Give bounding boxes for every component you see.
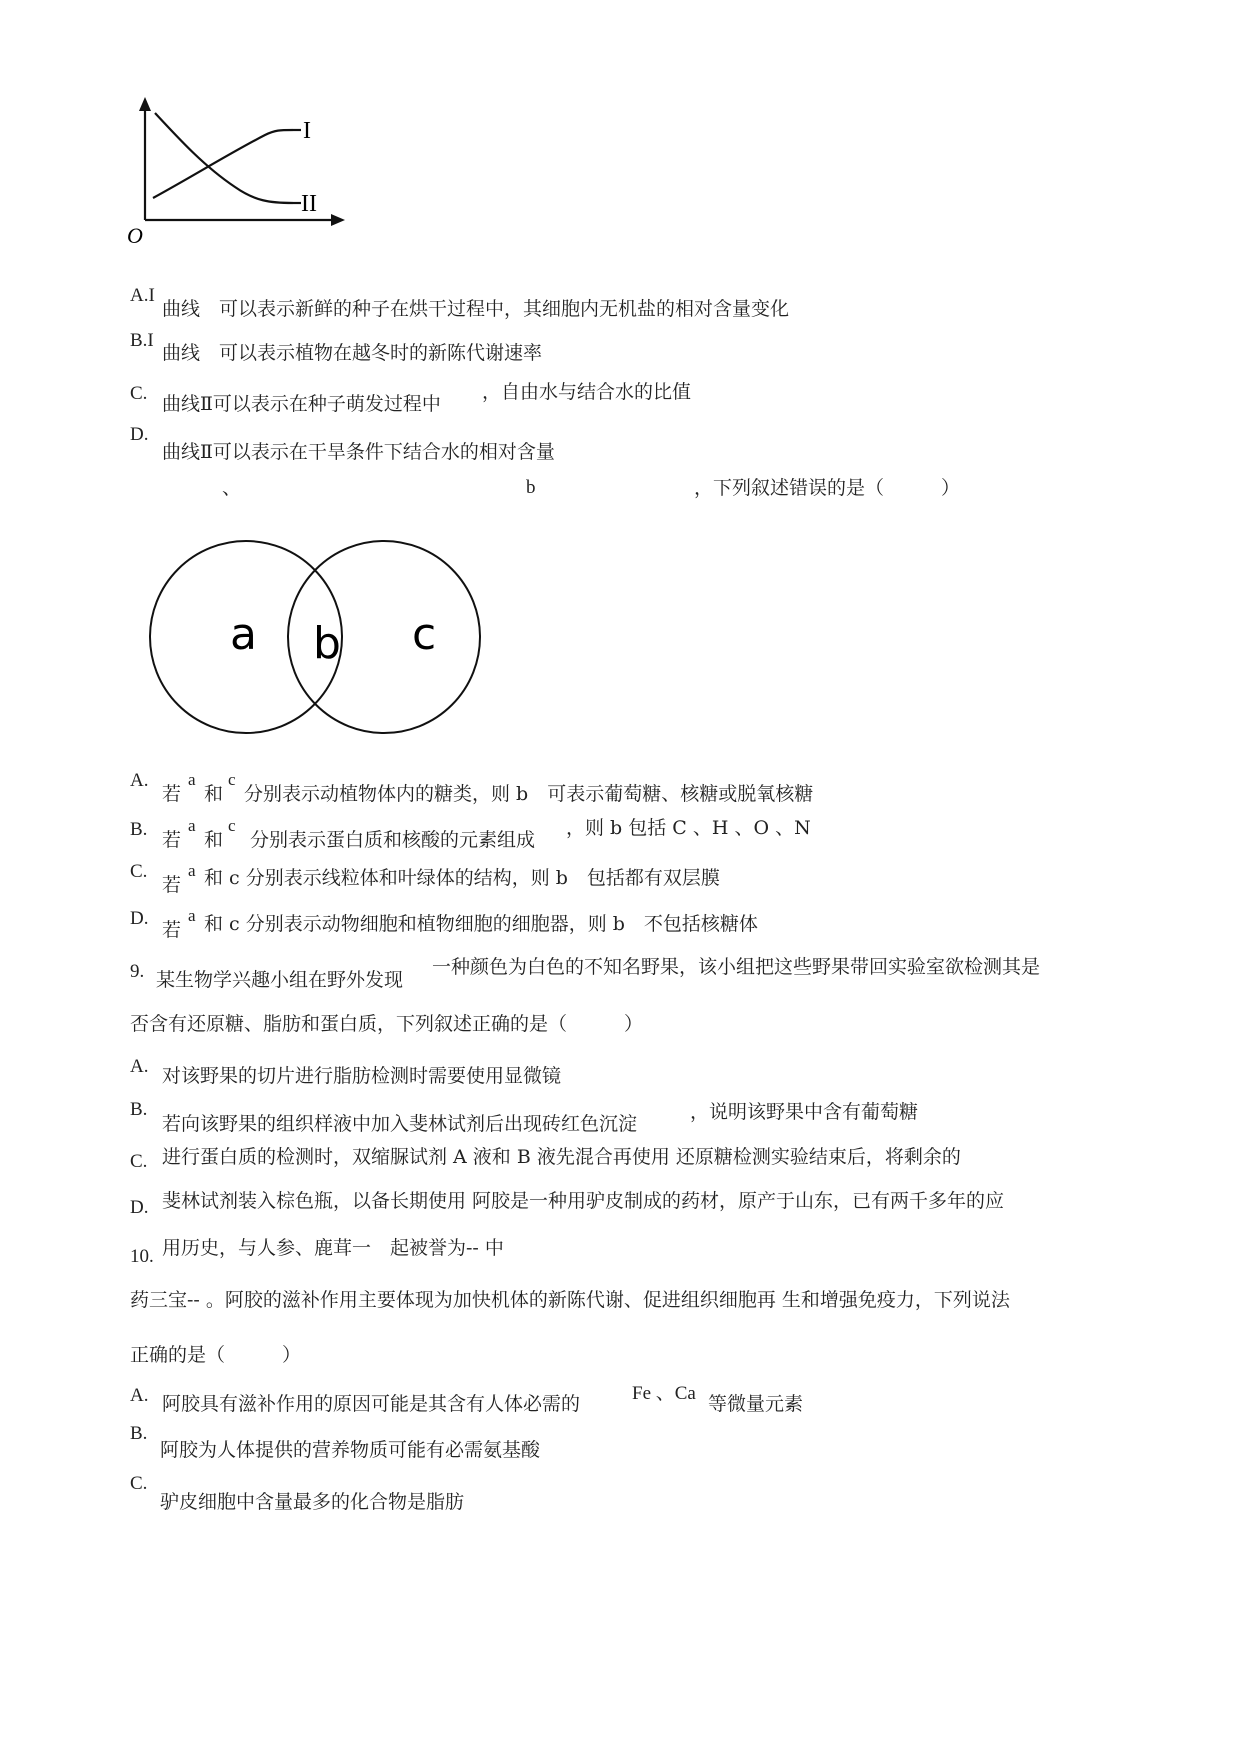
q9-d-text: 斐林试剂装入棕色瓶，以备长期使用 阿胶是一种用驴皮制成的药材，原产于山东，已有两千多年的应: [162, 1190, 1005, 1212]
q7-d-text: 曲线Ⅱ可以表示在干旱条件下结合水的相对含量: [162, 441, 555, 463]
q10-stem-3: 正确的是（ ）: [130, 1344, 302, 1366]
q10-c-prefix: C.: [130, 1473, 148, 1494]
venn-label-b: b: [313, 618, 341, 669]
q7-b-text: 曲线 可以表示植物在越冬时的新陈代谢速率: [162, 342, 543, 364]
q10-stem-1: 用历史，与人参、鹿茸一 起被誉为-- 中: [162, 1237, 504, 1259]
q8-a-sup-c: c: [228, 770, 236, 789]
q9-stem-2: 一种颜色为白色的不知名野果，该小组把这些野果带回实验室欲检测其是: [432, 956, 1041, 978]
q8-d-prefix: D.: [130, 908, 149, 929]
q7-a-prefix: A.I: [130, 285, 155, 306]
q10-stem-2: 药三宝-- 。阿胶的滋补作用主要体现为加快机体的新陈代谢、促进组织细胞再 生和增强免疫力，下列说法: [130, 1289, 1010, 1311]
q7-a-text: 曲线 可以表示新鲜的种子在烘干过程中，其细胞内无机盐的相对含量变化: [162, 298, 790, 320]
q10-a-text: 阿胶具有滋补作用的原因可能是其含有人体必需的: [162, 1393, 581, 1415]
q8-a-1: 若: [162, 783, 182, 805]
q9-a-text: 对该野果的切片进行脂肪检测时需要使用显微镜: [162, 1065, 562, 1087]
q9-b-tail: ，说明该野果中含有葡萄糖: [690, 1101, 919, 1123]
curve-figure: [125, 95, 365, 265]
q8-stem-b: b: [526, 477, 536, 498]
q8-stem-mark: 、: [222, 477, 242, 499]
q10-b-text: 阿胶为人体提供的营养物质可能有必需氨基酸: [160, 1439, 541, 1461]
q9-stem-1: 某生物学兴趣小组在野外发现: [156, 969, 404, 991]
q7-c-prefix: C.: [130, 383, 148, 404]
q8-c-prefix: C.: [130, 861, 148, 882]
q8-stem-tail: ，下列叙述错误的是（ ）: [694, 477, 961, 499]
curve-1: [153, 130, 293, 198]
x-axis-arrow: [331, 214, 345, 226]
curve-1-label: I: [303, 118, 311, 144]
q10-b-prefix: B.: [130, 1423, 148, 1444]
venn-label-c: c: [412, 609, 437, 660]
y-axis-arrow: [139, 97, 151, 111]
q8-b-sup-a: a: [188, 816, 196, 835]
q8-d-2: 和 c 分别表示动物细胞和植物细胞的细胞器，则 b 不包括核糖体: [204, 913, 758, 935]
q9-c-prefix: C.: [130, 1151, 148, 1172]
origin-label: O: [127, 223, 143, 248]
q10-a-tail: 等微量元素: [708, 1393, 804, 1415]
q9-d-prefix: D.: [130, 1197, 149, 1218]
q9-b-text: 若向该野果的组织样液中加入斐林试剂后出现砖红色沉淀: [162, 1113, 638, 1135]
q8-b-4: ，则 b 包括 C 、H 、O 、N: [566, 817, 811, 839]
q8-d-1: 若: [162, 919, 182, 941]
q9-num: 9.: [130, 961, 145, 982]
q10-a-prefix: A.: [130, 1385, 149, 1406]
q8-d-sup-a: a: [188, 906, 196, 925]
q9-stem-3: 否含有还原糖、脂肪和蛋白质，下列叙述正确的是（ ）: [130, 1013, 644, 1035]
q10-a-elem: Fe 、Ca: [632, 1383, 696, 1404]
venn-diagram: [138, 525, 518, 753]
q9-a-prefix: A.: [130, 1056, 149, 1077]
q9-b-prefix: B.: [130, 1099, 148, 1120]
q8-a-sup-a: a: [188, 770, 196, 789]
q8-b-prefix: B.: [130, 819, 148, 840]
q8-b-1: 若: [162, 829, 182, 851]
q9-c-text: 进行蛋白质的检测时，双缩脲试剂 A 液和 B 液先混合再使用 还原糖检测实验结束后，将剩余的: [162, 1146, 961, 1168]
q8-b-sup-c: c: [228, 816, 236, 835]
q8-c-2: 和 c 分别表示线粒体和叶绿体的结构，则 b 包括都有双层膜: [204, 867, 720, 889]
q7-c-tail: ，自由水与结合水的比值: [482, 381, 692, 403]
q7-d-prefix: D.: [130, 424, 149, 445]
q8-b-2: 和: [204, 829, 224, 851]
q8-a-2: 和: [204, 783, 224, 805]
q8-c-1: 若: [162, 874, 182, 896]
q7-c-text: 曲线Ⅱ可以表示在种子萌发过程中: [162, 393, 441, 415]
q10-c-text: 驴皮细胞中含量最多的化合物是脂肪: [160, 1491, 465, 1513]
q8-a-3: 分别表示动植物体内的糖类，则 b 可表示葡萄糖、核糖或脱氧核糖: [244, 783, 814, 805]
q8-b-3: 分别表示蛋白质和核酸的元素组成: [250, 829, 536, 851]
venn-label-a: a: [230, 609, 257, 660]
q8-a-prefix: A.: [130, 770, 149, 791]
q8-c-sup-a: a: [188, 861, 196, 880]
curve-2-label: II: [301, 191, 317, 217]
q7-b-prefix: B.I: [130, 330, 154, 351]
q10-num: 10.: [130, 1246, 154, 1267]
